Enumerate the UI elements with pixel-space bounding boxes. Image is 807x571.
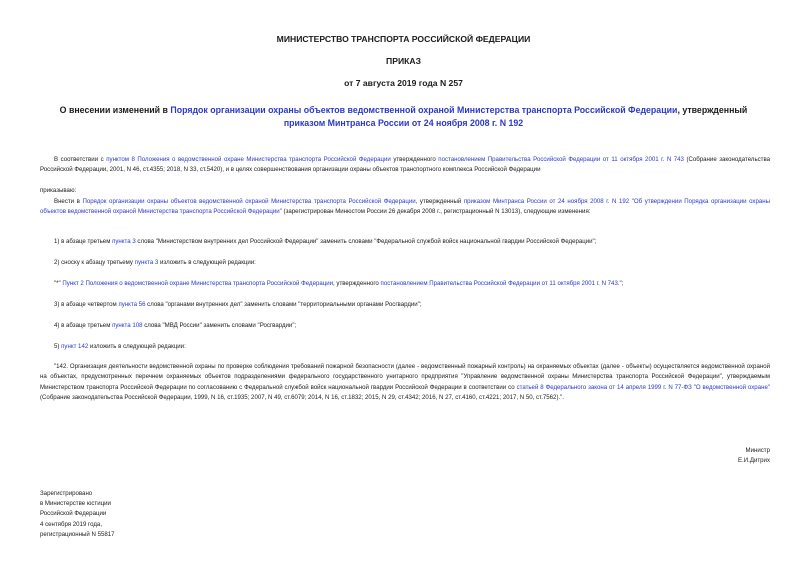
doc-type-heading: ПРИКАЗ [386, 56, 421, 66]
link-point-108[interactable]: пункта 108 [112, 322, 143, 329]
intro-paragraph: Внести в Порядок организации охраны объектов ведомственной охраной Министерства транспорта Российской Федерации, утвержденный приказом Минтранса России от 24 ноября 2008 г. N 192 "Об утверждении Порядка организации охраны объектов ведомственной охраной Министерства транспорта Российской Федерации" (зарегистрирован Минюстом России 26 декабря 2008 г., регистрационный N 13013), следующие изменения: [40, 198, 770, 216]
link-procedure[interactable]: Порядок организации охраны объектов ведомственной охраной Министерства транспорта Российской Федерации [82, 198, 416, 205]
item-5: 5) пункт 142 изложить в следующей редакции: [54, 343, 186, 350]
signatory-name: Е.И.Дитрих [738, 457, 770, 465]
title-link-order[interactable]: приказом Минтранса России от 24 ноября 2008 г. N 192 [283, 118, 524, 128]
footnote-text: "*" Пункт 2 Положения о ведомственной охране Министерства транспорта Российской Федерации, утвержденного постановлением Правительства Российской Федерации от 11 октября 2001 г. N 743."; [54, 280, 624, 287]
link-regulation-point-8[interactable]: пунктом 8 Положения о ведомственной охране Министерства транспорта Российской Федерации [106, 156, 391, 163]
preamble-paragraph: В соответствии с пунктом 8 Положения о ведомственной охране Министерства транспорта Российской Федерации утвержденного постановлением Правительства Российской Федерации от 11 октября 2001 г. N 743 (Собрание законодательства Российской Федерации, 2001, N 46, ст.4355; 2018, N 33, ст.5420), и в целях совершенствования организации охраны объектов транспортного комплекса Российской Федерации [40, 156, 771, 174]
orders-text: приказываю: [40, 187, 77, 194]
item-4: 4) в абзаце третьем пункта 108 слова "МВД России" заменить словами "Росгвардии"; [54, 322, 297, 329]
link-government-decree-743[interactable]: постановлением Правительства Российской Федерации от 11 октября 2001 г. N 743 [438, 156, 684, 163]
link-point-56[interactable]: пункта 56 [118, 301, 146, 308]
link-federal-law-77[interactable]: статьей 8 Федерального закона от 14 апреля 1999 г. N 77-ФЗ "О ведомственной охране" [516, 383, 770, 391]
link-order-192[interactable]: приказом Минтранса России от 24 ноября 2008 г. N 192 "Об утверждении Порядка организации охраны объектов ведомственной охраной Министерства транспорта Российской Федерации" [40, 198, 770, 216]
ministry-heading: МИНИСТЕРСТВО ТРАНСПОРТА РОССИЙСКОЙ ФЕДЕРАЦИИ [276, 34, 531, 44]
signature-block [738, 446, 770, 467]
link-regulation-point-2[interactable]: Пункт 2 Положения о ведомственной охране Министерства транспорта Российской Федерации [62, 280, 334, 287]
link-point-3[interactable]: пункта 3 [112, 238, 136, 245]
document-title: О внесении изменений в Порядок организации охраны объектов ведомственной охраной Министерства транспорта Российской Федерации, утвержденный приказом Минтранса России от 24 ноября 2008 г. N 192 [59, 105, 748, 128]
link-government-decree-743-b[interactable]: постановлением Правительства Российской Федерации от 11 октября 2001 г. N 743 [380, 280, 618, 287]
item-3: 3) в абзаце четвертом пункта 56 слова "органами внутренних дел" заменить словами "территориальными органами Росгвардии"; [54, 301, 422, 308]
date-number-heading: от 7 августа 2019 года N 257 [344, 78, 463, 88]
signatory-position: Министр [745, 447, 770, 454]
link-point-142[interactable]: пункт 142 [61, 343, 89, 350]
title-link-procedure[interactable]: Порядок организации охраны объектов ведомственной охраной Министерства транспорта Российской Федерации [170, 105, 678, 115]
item-1: 1) в абзаце третьем пункта 3 слова "Министерством внутренних дел Российской Федерации" заменить словами "Федеральной службой войск национальной гвардии Российской Федерации"; [54, 238, 597, 245]
point-142-text: "142. Организация деятельности ведомственной охраны по проверке соблюдения требований пожарной безопасности (далее - ведомственный пожарный контроль) на охраняемых объектах (далее - объекты) осуществляется ведомственной охраной на объектах, предусмотренных перечнем охраняемых объектов подразделениями федерального государственного унитарного предприятия "Управление ведомственной охраны Министерства транспорта Российской Федерации", утверждаемым Министерством транспорта Российской Федерации по согласованию с Федеральной службой войск национальной гвардии Российской Федерации в соответствии со статьей 8 Федерального закона от 14 апреля 1999 г. N 77-ФЗ "О ведомственной охране" (Собрание законодательства Российской Федерации, 1999, N 16, ст.1935; 2007, N 49, ст.6079; 2014, N 16, ст.1832; 2015, N 29, ст.4342; 2016, N 27, ст.4160, ст.4221; 2017, N 50, ст.7562).". [40, 363, 770, 402]
link-point-3-footnote[interactable]: пункта 3 [134, 259, 159, 266]
item-2: 2) сноску к абзацу третьему пункта 3 изложить в следующей редакции: [54, 259, 256, 266]
registration-block: Зарегистрировано в Министерстве юстиции Российской Федерации 4 сентября 2019 года, регистрационный N 55817 [40, 490, 115, 538]
